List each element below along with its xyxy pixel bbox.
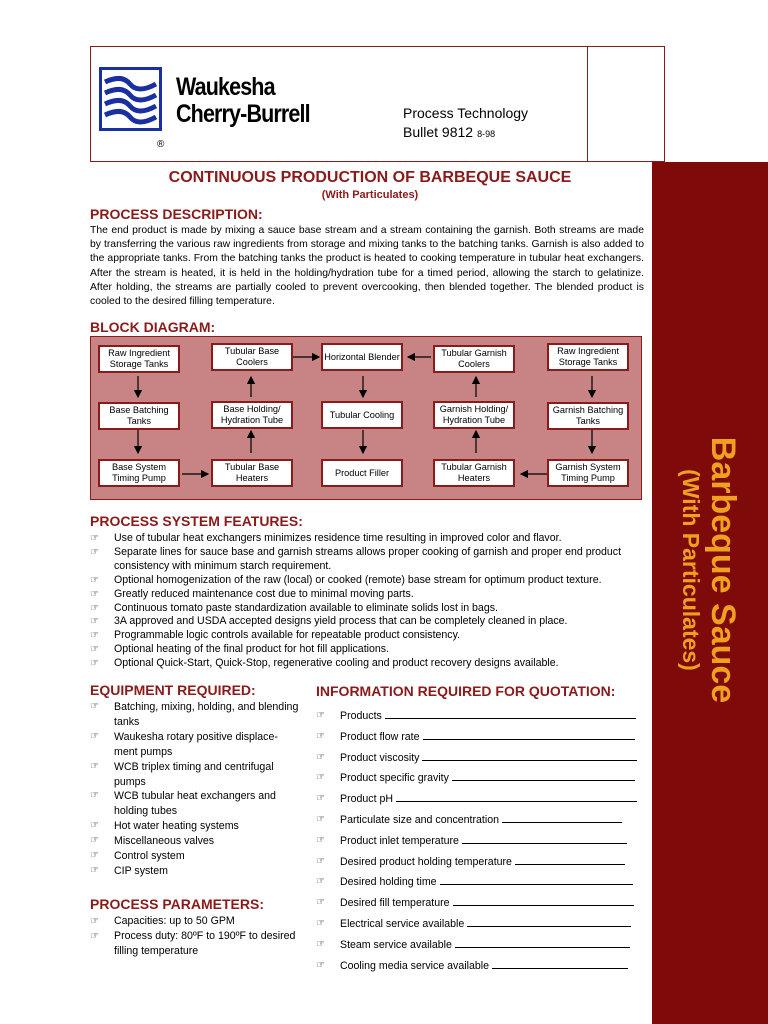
bullet-number [403, 123, 528, 144]
pointing-hand-icon: ☞ [316, 730, 325, 742]
pointing-hand-icon: ☞ [90, 630, 99, 642]
pointing-hand-icon: ☞ [90, 588, 99, 600]
list-item [90, 730, 300, 760]
list-item [90, 760, 300, 790]
side-band-title [678, 437, 742, 703]
waukesha-logo [99, 67, 162, 131]
pointing-hand-icon: ☞ [316, 710, 325, 721]
pointing-hand-icon: ☞ [90, 864, 99, 876]
quotation-label: Desired holding time [340, 876, 437, 889]
parameter-text: Capacities: up to 50 GPM [114, 915, 235, 927]
pointing-hand-icon: ☞ [316, 813, 325, 825]
box-product-filler: Product Filler [321, 459, 403, 487]
box-tubular-base-coolers: Tubular Base Coolers [211, 343, 293, 371]
pointing-hand-icon: ☞ [316, 876, 325, 888]
box-garnish-system-timing-pump: Garnish System Timing Pump [547, 459, 629, 487]
box-tubular-cooling: Tubular Cooling [321, 401, 403, 429]
quotation-label: Product flow rate [340, 730, 420, 743]
feature-text: Use of tubular heat exchangers minimizes residence time resulting in improved color and flavor. [114, 532, 562, 544]
list-item [90, 929, 300, 959]
pointing-hand-icon: ☞ [90, 574, 99, 586]
page-title: CONTINUOUS PRODUCTION OF BARBEQUE SAUCE [168, 169, 572, 186]
list-item [316, 935, 646, 956]
list-item [316, 956, 646, 977]
side-band-title-text: Barbeque Sauce [704, 436, 742, 704]
list-item [316, 748, 646, 769]
pointing-hand-icon: ☞ [90, 658, 99, 670]
bullet-label: Bullet 9812 [403, 124, 474, 140]
features-list [90, 532, 650, 671]
list-item [90, 532, 650, 546]
pointing-hand-icon: ☞ [90, 916, 99, 927]
fill-in-line[interactable] [423, 729, 635, 740]
list-item [316, 810, 646, 831]
list-item [90, 657, 650, 671]
document-header [90, 46, 665, 162]
block-diagram [90, 336, 642, 500]
equipment-text: CIP system [114, 864, 168, 877]
block-diagram-heading: BLOCK DIAGRAM: [90, 319, 216, 335]
pointing-hand-icon: ☞ [90, 644, 99, 656]
list-item [90, 789, 300, 819]
quotation-heading: INFORMATION REQUIRED FOR QUOTATION: [316, 683, 616, 699]
equipment-heading: EQUIPMENT REQUIRED: [90, 682, 256, 698]
box-tubular-base-heaters: Tubular Base Heaters [211, 459, 293, 487]
pointing-hand-icon: ☞ [90, 760, 99, 772]
pointing-hand-icon: ☞ [90, 835, 99, 847]
fill-in-line[interactable] [452, 770, 635, 781]
list-item [90, 914, 300, 929]
pointing-hand-icon: ☞ [316, 855, 325, 867]
box-tubular-garnish-coolers: Tubular Garnish Coolers [433, 345, 515, 373]
list-item [90, 615, 650, 629]
list-item [90, 546, 650, 574]
fill-in-line[interactable] [440, 874, 633, 885]
fill-in-line[interactable] [462, 833, 627, 844]
pointing-hand-icon: ☞ [90, 533, 99, 544]
process-description-text: The end product is made by mixing a sauce base stream and a stream containing the garnish. Both streams are made by transferring the various raw ingredients from storage and mixing tanks to the batching tanks. Garnish is also added to the appropriate tanks. From the batching tanks the product is heated to cooking temperature in tubular heat exchangers. After the stream is heated, it is held in the holding/hydration tube for a timed period, allowing the starch to gelatinize. After holding, the streams are partially cooled to prevent overcooking, then blended together. The blended product is cooled to the desired filling temperature. [90, 225, 644, 308]
quotation-label: Particulate size and concentration [340, 813, 499, 826]
page-subtitle: (With Particulates) [321, 189, 419, 201]
box-base-batching-tanks: Base Batching Tanks [98, 402, 180, 430]
parameter-text: Process duty: 80ºF to 190ºF to desired filling temperature [114, 930, 296, 957]
list-item [316, 852, 646, 873]
list-item [90, 574, 650, 588]
brand-name [176, 74, 310, 128]
fill-in-line[interactable] [467, 916, 631, 927]
box-garnish-holding-hydration-tube: Garnish Holding/ Hydration Tube [433, 401, 515, 429]
fill-in-line[interactable] [515, 854, 625, 865]
fill-in-line[interactable] [453, 895, 634, 906]
list-item [90, 629, 650, 643]
equipment-text: WCB triplex timing and centrifugal pumps [114, 760, 274, 788]
features-heading: PROCESS SYSTEM FEATURES: [90, 513, 303, 529]
box-raw-ingredient-storage-right: Raw Ingredient Storage Tanks [547, 343, 629, 371]
list-item [316, 789, 646, 810]
quotation-label: Steam service available [340, 938, 452, 951]
fill-in-line[interactable] [422, 750, 637, 761]
list-item [90, 864, 300, 879]
parameters-heading: PROCESS PARAMETERS: [90, 896, 264, 912]
quotation-label: Product specific gravity [340, 772, 449, 785]
process-technology-block [403, 104, 528, 144]
pointing-hand-icon: ☞ [316, 834, 325, 846]
pointing-hand-icon: ☞ [316, 959, 325, 971]
quotation-label: Product viscosity [340, 751, 420, 764]
brand-line-1: Waukesha [176, 73, 275, 101]
equipment-list [90, 700, 300, 879]
quotation-label: Desired product holding temperature [340, 855, 512, 868]
feature-text: Separate lines for sauce base and garnish streams allows proper cooking of garnish and proper end product consistency with minimum starch requirement. [114, 545, 622, 572]
pointing-hand-icon: ☞ [316, 772, 325, 784]
pointing-hand-icon: ☞ [90, 546, 99, 558]
side-band-subtitle: (With Particulates) [678, 469, 704, 671]
pointing-hand-icon: ☞ [316, 897, 325, 909]
feature-text: Programmable logic controls available for repeatable product consistency. [114, 629, 461, 642]
box-base-holding-hydration-tube: Base Holding/ Hydration Tube [211, 401, 293, 429]
pointing-hand-icon: ☞ [90, 790, 99, 802]
feature-text: Greatly reduced maintenance cost due to minimal moving parts. [114, 587, 414, 600]
feature-text: Optional homogenization of the raw (local) or cooked (remote) base stream for optimum product texture. [114, 573, 602, 586]
list-item [90, 643, 650, 657]
equipment-text: Hot water heating systems [114, 820, 239, 833]
pointing-hand-icon: ☞ [90, 850, 99, 862]
fill-in-line[interactable] [385, 708, 636, 719]
pointing-hand-icon: ☞ [316, 938, 325, 950]
process-description-heading: PROCESS DESCRIPTION: [90, 206, 263, 222]
list-item [90, 849, 300, 864]
quotation-label: Products [340, 710, 382, 722]
feature-text: Optional Quick-Start, Quick-Stop, regenerative cooling and product recovery designs available. [114, 657, 559, 670]
list-item [90, 602, 650, 616]
list-item [316, 831, 646, 852]
list-item [90, 819, 300, 834]
feature-text: 3A approved and USDA accepted designs yield process that can be completely cleaned in place. [114, 615, 568, 628]
process-technology-label: Process Technology [403, 105, 529, 121]
list-item [90, 834, 300, 849]
quotation-label: Electrical service available [340, 917, 465, 930]
quotation-label: Product pH [340, 793, 393, 806]
list-item [316, 893, 646, 914]
equipment-text: Waukesha rotary positive displace-ment pumps [114, 730, 278, 758]
list-item [90, 588, 650, 602]
box-base-system-timing-pump: Base System Timing Pump [98, 459, 180, 487]
equipment-text: Control system [114, 850, 185, 863]
pointing-hand-icon: ☞ [90, 701, 99, 712]
fill-in-line[interactable] [492, 958, 628, 969]
pointing-hand-icon: ☞ [90, 616, 99, 628]
header-divider [587, 47, 588, 162]
quotation-list [316, 706, 646, 976]
box-raw-ingredient-storage-left: Raw Ingredient Storage Tanks [98, 345, 180, 373]
equipment-text: Miscellaneous valves [114, 835, 215, 848]
parameters-list [90, 914, 300, 959]
list-item [90, 700, 300, 730]
pointing-hand-icon: ☞ [316, 917, 325, 929]
fill-in-line[interactable] [396, 791, 637, 802]
fill-in-line[interactable] [455, 937, 630, 948]
brand-line-2: Cherry-Burrell [176, 100, 310, 128]
list-item [316, 706, 646, 727]
feature-text: Continuous tomato paste standardization available to eliminate solids lost in bags. [114, 601, 498, 614]
quotation-label: Cooling media service available [340, 959, 489, 972]
equipment-text: Batching, mixing, holding, and blending tanks [114, 701, 299, 728]
pointing-hand-icon: ☞ [90, 602, 99, 614]
bullet-date: 8-98 [477, 129, 496, 139]
equipment-text: WCB tubular heat exchangers and holding tubes [114, 790, 276, 818]
quotation-label: Desired fill temperature [340, 897, 450, 910]
list-item [316, 872, 646, 893]
box-horizontal-blender: Horizontal Blender [321, 343, 403, 371]
list-item [316, 914, 646, 935]
pointing-hand-icon: ☞ [316, 793, 325, 805]
pointing-hand-icon: ☞ [90, 820, 99, 832]
box-tubular-garnish-heaters: Tubular Garnish Heaters [433, 459, 515, 487]
pointing-hand-icon: ☞ [316, 751, 325, 763]
fill-in-line[interactable] [502, 812, 622, 823]
pointing-hand-icon: ☞ [90, 931, 99, 942]
quotation-label: Product inlet temperature [340, 834, 459, 847]
feature-text: Optional heating of the final product for hot fill applications. [114, 643, 390, 656]
list-item [316, 727, 646, 748]
registered-mark: ® [157, 139, 165, 150]
box-garnish-batching-tanks: Garnish Batching Tanks [547, 402, 629, 430]
pointing-hand-icon: ☞ [90, 730, 99, 742]
list-item [316, 768, 646, 789]
